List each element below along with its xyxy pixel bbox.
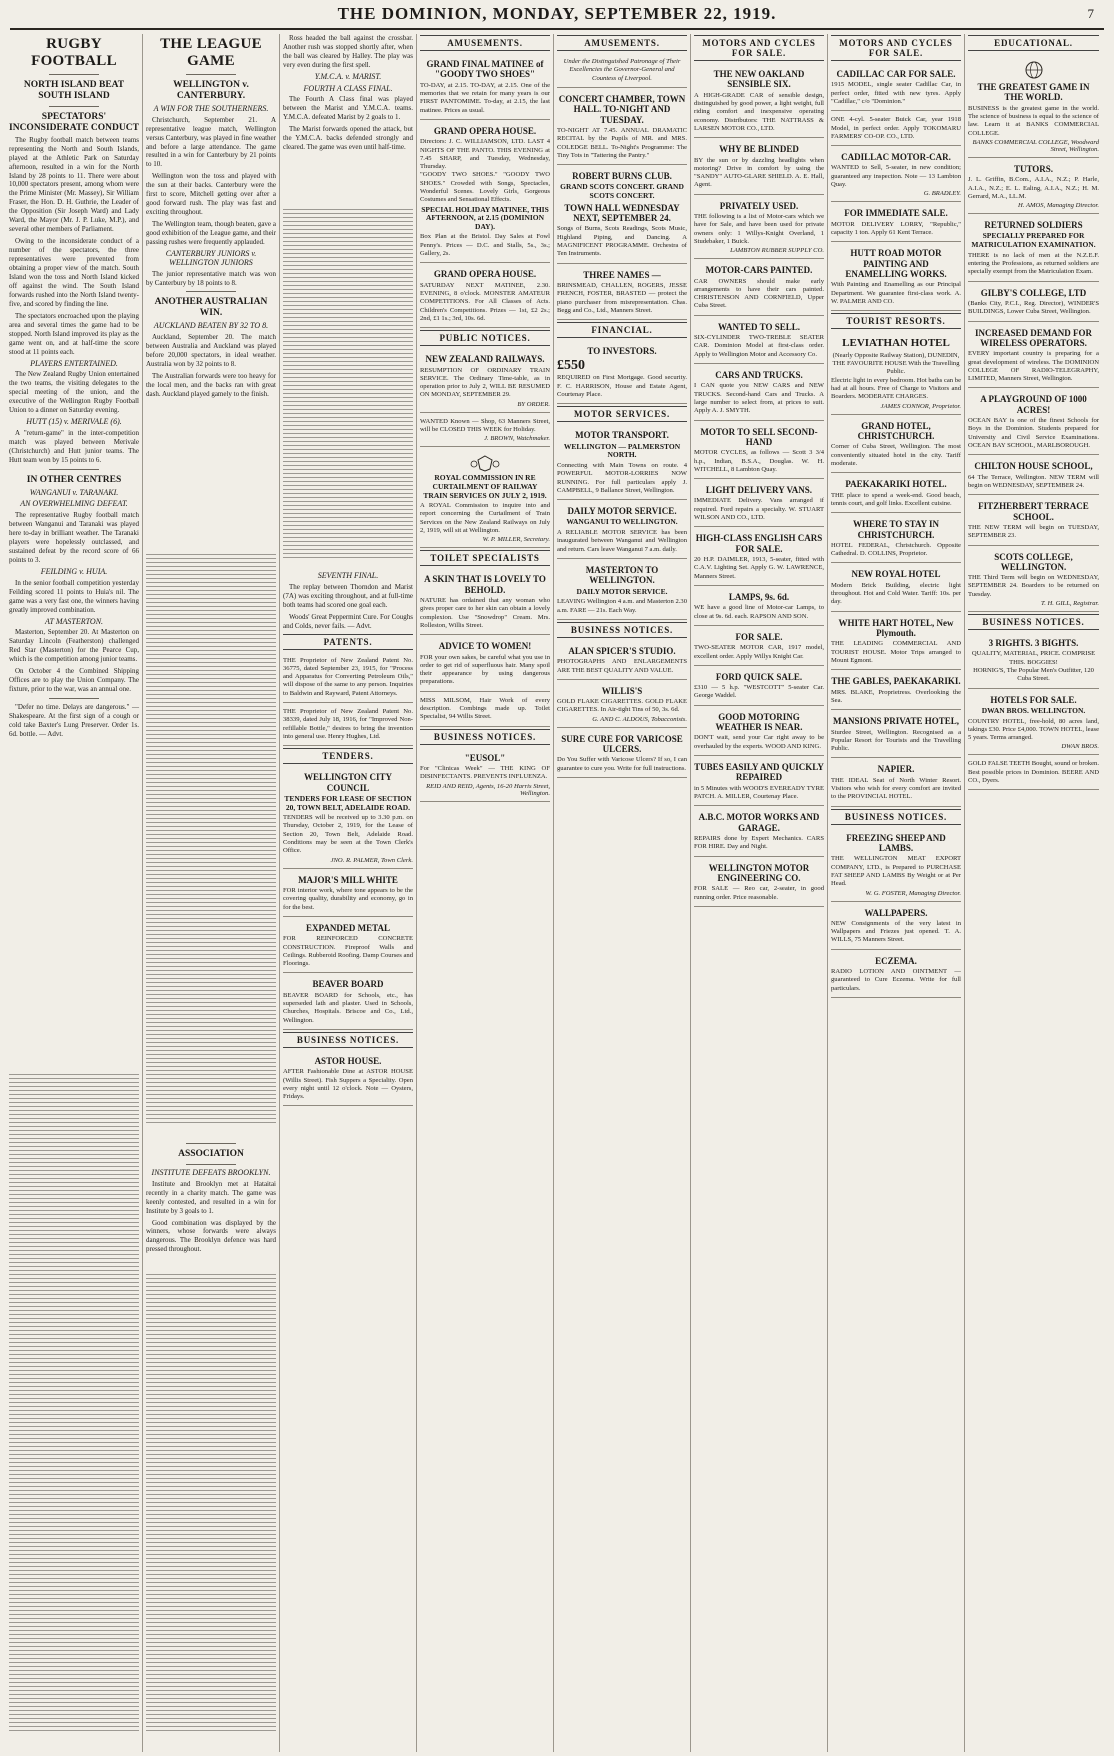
article-paragraph: Auckland, September 20. The match between Australia and Auckland was played before 20,000 spectators, in ideal weather. Australia won by 32 points to 8. [146, 333, 276, 368]
subhead-players-entertained: PLAYERS ENTERTAINED. [30, 358, 118, 368]
ad-miss-milsom: MISS MILSOM, Hair Work of every description. Combings made up. Toilet Specialist, 94 Willis Street. [420, 694, 550, 727]
ad-goody-two-shoes: GRAND FINAL MATINEE of "GOODY TWO SHOES" TO-DAY, at 2.15. TO-DAY, at 2.15. One of the memories that we retain for many years is our FIRST PANTOMIME. To-day, at 2.15, the last matinee. Prices as usual. [420, 55, 550, 120]
ad-grand-hotel: GRAND HOTEL, CHRISTCHURCH. Corner of Cuba Street, Wellington. The most conveniently situated hotel in the city. Tariff moderate. [831, 417, 961, 474]
ad-gilbys-college: GILBY'S COLLEGE, LTD (Banks City, P.C.I., Reg. Director), WINDER'S BUILDINGS, Lower Cuba Street, Wellington. [968, 284, 1099, 322]
ad-lamps: LAMPS, 9s. 6d. WE have a good line of Motor-car Lamps, to close at 9s. 6d. each. RAPSON AND SON. [694, 588, 824, 626]
article-paragraph: The Marist forwards opened the attack, but the Y.M.C.A. backs defended strongly and cleared. The game was even until half-time. [283, 125, 413, 152]
association-section [146, 1139, 276, 1257]
ad-cadillac-motor-car: CADILLAC MOTOR-CAR. WANTED to Sell, 5-seater, in new condition; guaranteed any inspection. Note — 13 Lambton Quay. G. BRADLEY. [831, 148, 961, 202]
ad-hutt-road-painting: HUTT ROAD MOTOR PAINTING AND ENAMELLING WORKS. With Painting and Enamelling as our Principal Department. We guarantee first-class work. A. W. PALMER AND CO. [831, 244, 961, 311]
column-3-mixed [280, 34, 417, 1752]
headline-rugby: RUGBY FOOTBALL [31, 36, 117, 69]
columns [6, 34, 1108, 1752]
ad-masterton-service: MASTERTON TO WELLINGTON. DAILY MOTOR SERVICE. LEAVING Wellington 4 a.m. and Masterton 2.30 a.m. FARE — 21s. Each Way. [557, 561, 687, 620]
subhead-spectators: SPECTATORS' INCONSIDERATE CONDUCT [9, 111, 139, 133]
ad-grand-opera-house: GRAND OPERA HOUSE. Directors: J. C. WILLIAMSON, LTD. LAST 4 NIGHTS OF THE PANTO. THIS EVENING at 7.45 SHARP, and Tuesday, Wednesday, Thursday. "GOODY TWO SHOES." "GOODY TWO SHOES." Crowded with Songs, Spectacles, Wonderful Scenes. Lovely Girls, Gorgeous Costumes and Sensational Effects. SPECIAL HOLIDAY MATINEE, THIS AFTERNOON, at 2.15 (DOMINION DAY). Box Plan at the Bristol. Day Sales at Fowl Penny's. Prices — D.C. and Stalls, 5s., 3s.; Gallery, 2s. [420, 122, 550, 263]
ad-cadillac-sale: CADILLAC CAR FOR SALE. 1915 MODEL, single seater Cadillac Car, in perfect order, fitted with new tyres. Apply "Cadillac," c/o "Dominion." [831, 65, 961, 111]
ad-motor-engineering: WELLINGTON MOTOR ENGINEERING CO. FOR SALE — Reo car, 2-seater, in good running order. Price reasonable. [694, 859, 824, 907]
section-header-amusements: AMUSEMENTS. [557, 35, 687, 51]
subhead-auckland-beaten: AUCKLAND BEATEN BY 32 TO 8. [153, 321, 269, 331]
text-body-continuation [146, 554, 276, 1124]
article-paragraph: Christchurch, September 21. A representative league match, Wellington versus Canterbury, was played in fine weather and before a large attendance. The game resulted in a win for Canterbury by 21 points to 10. [146, 115, 276, 169]
article-paragraph: The New Zealand Rugby Union entertained the two teams, the visiting delegates to the special meeting of the union, and the executive of the Wellington Rugby Football Union to a dinner on Saturday evening. [9, 370, 139, 415]
ad-eczema: ECZEMA. RADIO LOTION AND OINTMENT — guaranteed to Cure Eczema. Write for full particulars. [831, 952, 961, 998]
column-5-amusements [554, 34, 691, 1752]
section-header-motors: MOTORS AND CYCLES FOR SALE. [694, 35, 824, 61]
ad-patronage: Under the Distinguished Patronage of Their Excellencies the Governor-General and Countess of Liverpool. [557, 55, 687, 88]
section-header-business: BUSINESS NOTICES. [831, 809, 961, 825]
subhead-ymca-marist: Y.M.C.A. v. MARIST. [314, 71, 382, 81]
ad-tubes-repaired: TUBES EASILY AND QUICKLY REPAIRED in 5 Minutes with WOOD'S EVEREADY TYRE PATCH. A. MILLER, Courtenay Place. [694, 758, 824, 806]
article-paragraph: The Wellington team, though beaten, gave a good exhibition of the League game, and their passing rushes were frequently applauded. [146, 220, 276, 247]
ad-cars-painted: MOTOR-CARS PAINTED. CAR OWNERS should make early arrangements to have their cars painted. CHRISTENSON AND CORNFIELD, Upper Cuba Street. [694, 261, 824, 316]
column-8-educational [965, 34, 1102, 1752]
ad-hotel-federal: WHERE TO STAY IN CHRISTCHURCH. HOTEL FEDERAL, Christchurch. Opposite Cathedral. D. COLLINS, Proprietor. [831, 515, 961, 563]
subhead-feilding-huia: FEILDING v. HUIA. [40, 566, 108, 576]
subhead-seventh-final: SEVENTH FINAL. [317, 571, 379, 580]
ad-wanted-to-sell: WANTED TO SELL. SIX-CYLINDER TWO-TREBLE SEATER CAR. Dominion Model at first-class order. Apply to Wellington Motor and Accessory Co. [694, 318, 824, 364]
ad-majors-mill-white: MAJOR'S MILL WHITE FOR interior work, where tone appears to be the covering quality, durability and economy, go in for the best. [283, 871, 413, 917]
text-body-continuation [146, 1274, 276, 1734]
globe-icon [1021, 60, 1047, 80]
subhead-association: ASSOCIATION [178, 1149, 244, 1159]
ad-two-seater: FOR SALE. TWO-SEATER MOTOR CAR, 1917 model, excellent order. Apply Willys Knight Car. [694, 628, 824, 666]
subhead-institute-brooklyn: INSTITUTE DEFEATS BROOKLYN. [151, 1167, 271, 1177]
subhead-north-south: NORTH ISLAND BEAT SOUTH ISLAND [23, 80, 125, 101]
coat-of-arms-icon [470, 454, 500, 472]
article-paragraph: In the senior football competition yesterday Feilding scored 11 points to Huia's nil. The game was a very fast one, the winners having greatly improved combination. [9, 578, 139, 614]
ad-motoring-weather: GOOD MOTORING WEATHER IS NEAR. DON'T wait, send your Car right away to be overhauled by the experts. WOOD AND KING. [694, 708, 824, 756]
ad-fitzherbert-terrace: FITZHERBERT TERRACE SCHOOL. THE NEW TERM will begin on TUESDAY, SEPTEMBER 23. [968, 497, 1099, 545]
ad-wireless-operators: INCREASED DEMAND FOR WIRELESS OPERATORS. EVERY important country is preparing for a great development of wireless. The DOMINION COLLEGE OF RADIO-TELEGRAPHY, LIMITED, Manners Street, Wellington. [968, 324, 1099, 389]
ad-amateur-competitions: GRAND OPERA HOUSE. SATURDAY NEXT MATINEE, 2.30. EVENING, 8 o'clock. MONSTER AMATEUR COMPETITIONS. For All Classes of Acts. Children's Competitions. Prizes — 1st, £2 2s.; 2nd, £1 1s.; 3rd, 10s. 6d. [420, 265, 550, 328]
ad-new-royal-hotel: NEW ROYAL HOTEL Modern Brick Building, electric light throughout. Hot and Cold Water. Tariff: 10s. per day. [831, 565, 961, 611]
article-paragraph: On October 4 the Combined Shipping Offices are to play the Union Company. The fixture, prior to the war, was an annual one. [9, 667, 139, 694]
ad-napier: NAPIER. THE IDEAL Seat of North Winter Resort. Visitors who wish for every comfort are invited to the PROVINCIAL HOTEL. [831, 760, 961, 806]
ad-abc-motor-works: A.B.C. MOTOR WORKS AND GARAGE. REPAIRS done by Expert Mechanics. CARS FOR HIRE. Day and Night. [694, 808, 824, 856]
section-header-business: BUSINESS NOTICES. [968, 614, 1099, 630]
ad-spicer-studio: ALAN SPICER'S STUDIO. PHOTOGRAPHS AND ENLARGEMENTS ARE THE BEST QUALITY AND VALUE. [557, 642, 687, 680]
subhead-other-centres: IN OTHER CENTRES [26, 474, 122, 485]
ad-beaver-board: BEAVER BOARD BEAVER BOARD for Schools, etc., has superseded lath and plaster. Used in Schools, Churches, Hospitals. Briscoe and Co., Ltd., Wellington. [283, 975, 413, 1030]
subhead-masterton: AT MASTERTON. [44, 616, 104, 626]
ad-delivery-lorry: FOR IMMEDIATE SALE. MOTOR DELIVERY LORRY, "Republic," capacity 1 ton. Apply 61 Kent Terrace. [831, 204, 961, 242]
section-header-business: BUSINESS NOTICES. [283, 1032, 413, 1048]
subhead-australian-win: ANOTHER AUSTRALIAN WIN. [154, 297, 268, 319]
newspaper-title: THE DOMINION, MONDAY, SEPTEMBER 22, 1919. [337, 4, 777, 23]
ad-oakland-six: THE NEW OAKLAND SENSIBLE SIX. A HIGH-GRADE CAR of sensible design, distinguished by good power, a light weight, full riding comfort and inexpensive operating economy. Distributors: THE NATTRASS & LARSEN MOTOR CO., LTD. [694, 65, 824, 138]
ad-english-cars: HIGH-CLASS ENGLISH CARS FOR SALE. 20 H.P. DAIMLER, 1913, 5-seater, fitted with C.A.V. Lighting Set. Apply G. W. LAWRENCE, Manners Street. [694, 529, 824, 586]
ad-the-gables: THE GABLES, PAEKAKARIKI. MRS. BLAKE, Proprietress. Overlooking the Sea. [831, 672, 961, 710]
article-paragraph: The replay between Thorndon and Marist (7A) was exciting throughout, and at full-time both teams had scored one goal each. [283, 582, 413, 609]
ad-lovely-skin: A SKIN THAT IS LOVELY TO BEHOLD. NATURE has ordained that any woman who gives proper care to her skin can obtain a lovely complexion. Use "Snowdrop" Cream. Mrs. Rolleston, Willis Street. [420, 570, 550, 635]
article-paragraph: The Australian forwards were too heavy for the local men, and the backs ran with great dash. Auckland played gamely to the finish. [146, 371, 276, 398]
ad-returned-soldiers: RETURNED SOLDIERS SPECIALLY PREPARED FOR MATRICULATION EXAMINATION. THERE is no lack of men at the N.Z.E.F. entering the Professions, as returned soldiers are specially exempt from the Matriculation Exam. [968, 216, 1099, 281]
article-paragraph: The spectators encroached upon the playing area and several times the game had to be stopped. North Island improved its play as the game went on, and at half-time the score stood at 11 points each. [9, 311, 139, 356]
ad-ford-quick-sale: FORD QUICK SALE. £310 — 5 h.p. "WESTCOTT" 5-seater Car. George Waddel. [694, 668, 824, 706]
section-header-amusements: AMUSEMENTS. [420, 35, 550, 51]
article-paragraph: The Fourth A Class final was played between the Marist and Y.M.C.A. teams. Y.M.C.A. defeated Marist by 2 goals to 1. [283, 95, 413, 122]
ad-tender-council: WELLINGTON CITY COUNCIL TENDERS FOR LEASE OF SECTION 20, TOWN BELT, ADELAIDE ROAD. TENDERS will be received up to 3.30 p.m. on Thursday, October 2, 1919, for the Lease of Section 20, Town Belt, Adelaide Road. Conditions may be seen at the Town Clerk's Office. JNO. R. PALMER, Town Clerk. [283, 768, 413, 868]
ad-eusol: "EUSOL" For "Clinicas Week" — THE KING OF DISINFECTANTS. PREVENTS INFLUENZA. REID AND REID, Agents, 16-20 Harris Street, Wellington. [420, 749, 550, 802]
ad-patent-2: THE Proprietor of New Zealand Patent No. 38339, dated July 18, 1916, for "Improved Non-refillable Bottle," desires to bring the invention into general use. Henry Hughes, Ltd. [283, 705, 413, 746]
ad-delivery-vans: LIGHT DELIVERY VANS. IMMEDIATE Delivery. Vans arranged if required. Ford repairs a specialty. W. STUART WILSON AND CO., LTD. [694, 481, 824, 527]
col3-lower [283, 569, 413, 1108]
article-paragraph: The representative Rugby football match between Wanganui and Taranaki was played here to-day in brilliant weather. The Taranaki players were hopelessly outclassed, and sustained defeat by the record score of 66 points to 3. [9, 511, 139, 565]
ad-investors: TO INVESTORS. £550 REQUIRED on First Mortgage. Good security. F. C. HARRISON, House and Estate Agent, Courtenay Place. [557, 342, 687, 404]
ad-white-hart: WHITE HART HOTEL, New Plymouth. THE LEADING COMMERCIAL AND TOURIST HOUSE. Motor Trips arranged to Mount Egmont. [831, 614, 961, 671]
ad-privately-used: PRIVATELY USED. THE following is a list of Motor-cars which we have for Sale, and have been used for private owners only: 1 Willys-Knight Overland, 1 Studebaker, 1 Buick. LAMBTON RUBBER SUPPLY CO. [694, 197, 824, 260]
headline-league: THE LEAGUE GAME [160, 36, 262, 69]
ad-concert-chamber: CONCERT CHAMBER, TOWN HALL. TO-NIGHT AND TUESDAY. TO-NIGHT AT 7.45. ANNUAL DRAMATIC RECITAL by the Pupils of MR. and MRS. COLEDGE BELL. To-Night's Programme: The Tiny Tots in "Tattering the Pantry." [557, 90, 687, 165]
page-number: 7 [1087, 6, 1094, 21]
section-header-patents: PATENTS. [283, 634, 413, 650]
advertisement-paragraph: Woods' Great Peppermint Cure. For Coughs and Colds, never fails. — Advt. [283, 612, 413, 630]
subhead-hutt-merivale: HUTT (15) v. MERIVALE (6). [26, 417, 122, 427]
column-7-motors-tourist [828, 34, 965, 1752]
ad-piano-names: THREE NAMES — BRINSMEAD, CHALLEN, ROGERS, JESSE FRENCH, FOSTER, BRASTED — protect the piano purchaser from misrepresentation. Chas. Begg and Co., Ltd., Manners Street. [557, 266, 687, 321]
subhead-win-southerners: A WIN FOR THE SOUTHERNERS. [153, 103, 269, 113]
subhead-wellington-canterbury: WELLINGTON v. CANTERBURY. [173, 80, 249, 101]
ad-burns-club: ROBERT BURNS CLUB. GRAND SCOTS CONCERT. GRAND SCOTS CONCERT. TOWN HALL WEDNESDAY NEXT, SEPTEMBER 24. Songs of Burns, Scots Readings, Scots Music, Highland Piping, and Dancing. A MAGNIFICENT PROGRAMME. Orchestra of Ten Instruments. [557, 167, 687, 263]
section-header-motor-services: MOTOR SERVICES. [557, 406, 687, 422]
ad-advice-women: ADVICE TO WOMEN! FOR your own sakes, be careful what you use in order to get rid of superfluous hair. Many spoil their appearance by using dangerous preparations. [420, 637, 550, 692]
ad-motor-transport: MOTOR TRANSPORT. WELLINGTON — PALMERSTON NORTH. Connecting with Main Towns on route. 4 POWERFUL MOTOR-LORRIES NOW RUNNING. For full particulars apply J. CAMPBELL, 9 Ballance Street, Wellington. [557, 426, 687, 500]
ad-mansions-hotel: MANSIONS PRIVATE HOTEL, Sturdee Street, Wellington. Recognised as a Popular Resort for Tourists and the Travelling Public. [831, 712, 961, 758]
section-header-educational: EDUCATIONAL. [968, 35, 1099, 51]
section-header-business: BUSINESS NOTICES. [420, 729, 550, 745]
ad-paekakariki-hotel: PAEKAKARIKI HOTEL. THE place to spend a week-end. Good beach, tennis court, and golf links. Excellent cuisine. [831, 475, 961, 513]
ad-patent-1: THE Proprietor of New Zealand Patent No. 36775, dated September 23, 1915, for "Process and Apparatus for Converting Petroleum Oils," will dispose of the same to any person. Inquiries to Baldwin and Rayward, Patent Attorneys. [283, 654, 413, 703]
ad-cars-trucks: CARS AND TRUCKS. I CAN quote you NEW CARS and NEW TRUCKS. Second-hand Cars and Trucks. A large number to select from, at prices to suit. Apply A. J. SMYTH. [694, 366, 824, 421]
ad-wallpapers: WALLPAPERS. NEW Consignments of the very latest in Wallpapers and Friezes just opened. T. A. WILLS, 75 Manners Street. [831, 904, 961, 950]
subhead-overwhelming-defeat: AN OVERWHELMING DEFEAT. [20, 499, 128, 509]
ad-false-teeth: GOLD FALSE TEETH Bought, sound or broken. Best possible prices in Dominion. BEERE AND CO., Dyers. [968, 757, 1099, 790]
ad-royal-commission: ROYAL COMMISSION IN RE CURTAILMENT OF RAILWAY TRAIN SERVICES ON JULY 2, 1919. A ROYAL Commission to inquire into and report concerning the Curtailment of Train Services on the New Zealand Railways on July 2, 1919, will sit at Wellington. W. P. MILLER, Secretary. [420, 449, 550, 548]
ad-glare-shield: WHY BE BLINDED BY the sun or by dazzling headlights when motoring? Drive in comfort by using the "SANDY" AUTO-GLARE SHIELD. A. E. Hall, Agent. [694, 140, 824, 195]
ad-expanded-metal: EXPANDED METAL FOR REINFORCED CONCRETE CONSTRUCTION. Fireproof Walls and Ceilings. Rubberoid Roofing. Damp Courses and Floorings. [283, 919, 413, 974]
ad-astor-house: ASTOR HOUSE. AFTER Fashionable Dine at ASTOR HOUSE (Willis Street). Fish Suppers a Speciality. Open every night until 12 o'clock. Note — Oysters, Fridays. [283, 1052, 413, 1107]
ad-leviathan-hotel: LEVIATHAN HOTEL (Nearly Opposite Railway Station), DUNEDIN, THE FAVOURITE HOUSE With the Travelling Public. Electric light in every bedroom. Hot baths can be had at all hours. Free of Charge to Visitors and Boarders. MODERATE CHARGES. JAMES CONNOR, Proprietor. [831, 333, 961, 414]
section-header-public-notices: PUBLIC NOTICES. [420, 330, 550, 346]
masthead [10, 0, 1104, 30]
ad-motor-cycles: MOTOR TO SELL SECOND-HAND MOTOR CYCLES, as follows — Scott 3 3/4 h.p., Indian, B.S.A., Douglas. W. H. WITCHELL, 8 Lambton Quay. [694, 423, 824, 480]
column-1-rugby [6, 34, 143, 1752]
column-2-league [143, 34, 280, 1752]
ad-tutors: TUTORS. J. L. Griffin, B.Com., A.I.A., N.Z.; P. Harle, A.I.A., N.Z.; E. L. Ealing, A.I.A., N.Z.; H. M. Gerrard, M.A., LL.M. H. AMOS, Managing Director. [968, 160, 1099, 214]
section-header-financial: FINANCIAL. [557, 322, 687, 338]
ad-shop-closed: WANTED Known — Shop, 63 Manners Street, will be CLOSED THIS WEEK for Holiday. J. BROWN, Watchmaker. [420, 415, 550, 448]
subhead-wanganui-taranaki: WANGANUI v. TARANAKI. [29, 487, 119, 497]
ad-wanganui-service: DAILY MOTOR SERVICE. WANGANUI TO WELLINGTON. A RELIABLE MOTOR SERVICE has been inaugurated between Wanganui and Wellington and return. Cars leave Wanganui 7 a.m. daily. [557, 502, 687, 559]
article-paragraph: Good combination was displayed by the winners, whose forwards were always dangerous. The Brooklyn defence was hard pressed throughout. [146, 1218, 276, 1254]
column-4-amusements [417, 34, 554, 1752]
text-body-continuation [9, 1074, 139, 1734]
ad-three-rights: 3 RIGHTS. 3 BIGHTS. QUALITY, MATERIAL, PRICE. COMPRISE THIS. BOGGIES! HORNIG'S, The Popular Men's Outfitter, 120 Cuba Street. [968, 634, 1099, 689]
text-body-continuation [283, 209, 413, 559]
ad-nz-railways: NEW ZEALAND RAILWAYS. RESUMPTION OF ORDINARY TRAIN SERVICE. The Ordinary Time-table, as in operation prior to July 2, WILL BE RESUMED ON MONDAY, SEPTEMBER 29. BY ORDER. [420, 350, 550, 413]
article-paragraph: A "return-game" in the inter-competition match was played between Merivale (Christchurch) and Hutt junior teams. The Hutt team won by 15 points to 6. [9, 428, 139, 464]
article-paragraph: Owing to the inconsiderate conduct of a number of the spectators, the three representatives were prevented from obtaining a proper view of the match. South Island won the toss and North Island kicked off against the wind. The South Island forwards rushed into the North Island twenty-five, and scored by finding the line. [9, 237, 139, 308]
article-paragraph: The Rugby football match between teams representing the North and South Islands, played at the Athletic Park on Saturday afternoon, resulted in a win for the North Island by 28 points to 11. There were about 10,000 spectators present, among whom were the Prime Minister (Mr. Massey), Sir William Fraser, the Hon. D. H. Guthrie, the Leader of the Opposition (Sir Joseph Ward) and Lady Ward, the Mayor (Mr. J. P. Luke, M.P.), and several other members of Parliament. [9, 135, 139, 234]
article-paragraph: Institute and Brooklyn met at Hataitai recently in a charity match. The game was keenly contested, and resulted in a win for Institute by 3 goals to 1. [146, 1179, 276, 1215]
ad-buick: ONE 4-cyl. 5-seater Buick Car, year 1918 Model, in perfect order. Apply TOKOMARU FARMERS' CO-OP. CO., LTD. [831, 113, 961, 146]
article-paragraph: The junior representative match was won by Canterbury by 18 points to 8. [146, 269, 276, 287]
ad-varicose-ulcers: SURE CURE FOR VARICOSE ULCERS. Do You Suffer with Varicose Ulcers? If so, I can guarantee to cure you. Write for full instructions. [557, 730, 687, 778]
section-header-motors: MOTORS AND CYCLES FOR SALE. [831, 35, 961, 61]
article-paragraph: Ross headed the ball against the crossbar. Another rush was stopped shortly after, when the ball was cleared by Halley. The play was very even during the first spell. [283, 34, 413, 69]
section-header-tenders: TENDERS. [283, 748, 413, 764]
ad-hotels-for-sale: HOTELS FOR SALE. DWAN BROS. WELLINGTON. COUNTRY HOTEL, free-hold, 80 acres land, takings £30. Price £4,000. TOWN HOTEL, lease 5 years. Terms arranged. DWAN BROS. [968, 691, 1099, 756]
subhead-fourth-final: FOURTH A CLASS FINAL. [303, 83, 393, 93]
ad-freezing-sheep: FREEZING SHEEP AND LAMBS. THE WELLINGTON MEAT EXPORT COMPANY, LTD., is Prepared to PURCHASE FAT SHEEP AND LAMBS By Weight or at Per Head. W. G. FOSTER, Managing Director. [831, 829, 961, 902]
section-header-tourist: TOURIST RESORTS. [831, 313, 961, 329]
subhead-junior-match: CANTERBURY JUNIORS v. WELLINGTON JUNIORS [165, 248, 257, 267]
ad-ocean-bay-school: A PLAYGROUND OF 1000 ACRES! OCEAN BAY is one of the finest Schools for Boys in the Dominion. Students prepared for University and Civil Service Examinations. OCEAN BAY SCHOOL, MARLBOROUGH. [968, 390, 1099, 455]
article-paragraph: Masterton, September 20. At Masterton on Saturday Lincoln (Featherston) challenged Red Star (Masterton) for the Pearce Cup, which is the competition among junior teams. [9, 628, 139, 664]
section-header-toilet: TOILET SPECIALISTS [420, 550, 550, 566]
column-6-motors [691, 34, 828, 1752]
ad-chilton-house: CHILTON HOUSE SCHOOL, 64 The Terrace, Wellington. NEW TERM will begin on WEDNESDAY, SEPTEMBER 24. [968, 457, 1099, 495]
ad-scots-college: SCOTS COLLEGE, WELLINGTON. THE Third Term will begin on WEDNESDAY, SEPTEMBER 24. Boarders to be returned on Tuesday. T. H. GILL, Registrar. [968, 548, 1099, 613]
advertisement-paragraph: "Defer no time. Delays are dangerous." — Shakespeare. At the first sign of a cough or cold take Baxter's Lung Preserver. Order 1s. 6d. bottle. — Advt. [9, 703, 139, 738]
ad-willis-cigarettes: WILLIS'S GOLD FLAKE CIGARETTES. GOLD FLAKE CIGARETTES. In Air-tight Tins of 50, 3s. 6d. G. AND C. ALDOUS, Tobacconists. [557, 682, 687, 728]
section-header-business: BUSINESS NOTICES. [557, 622, 687, 638]
article-paragraph: Wellington won the toss and played with the sun at their backs. Canterbury were the first to score, Mitchell getting over after a good forward rush. The play was fast and exciting throughout. [146, 172, 276, 217]
ad-greatest-game: THE GREATEST GAME IN THE WORLD. BUSINESS is the greatest game in the world. The science of business is equal to the science of law. Learn it at BANKS COMMERCIAL COLLEGE. BANKS COMMERCIAL COLLEGE, Woodward Street, Wellington. [968, 55, 1099, 158]
loan-amount: £550 [557, 358, 585, 374]
